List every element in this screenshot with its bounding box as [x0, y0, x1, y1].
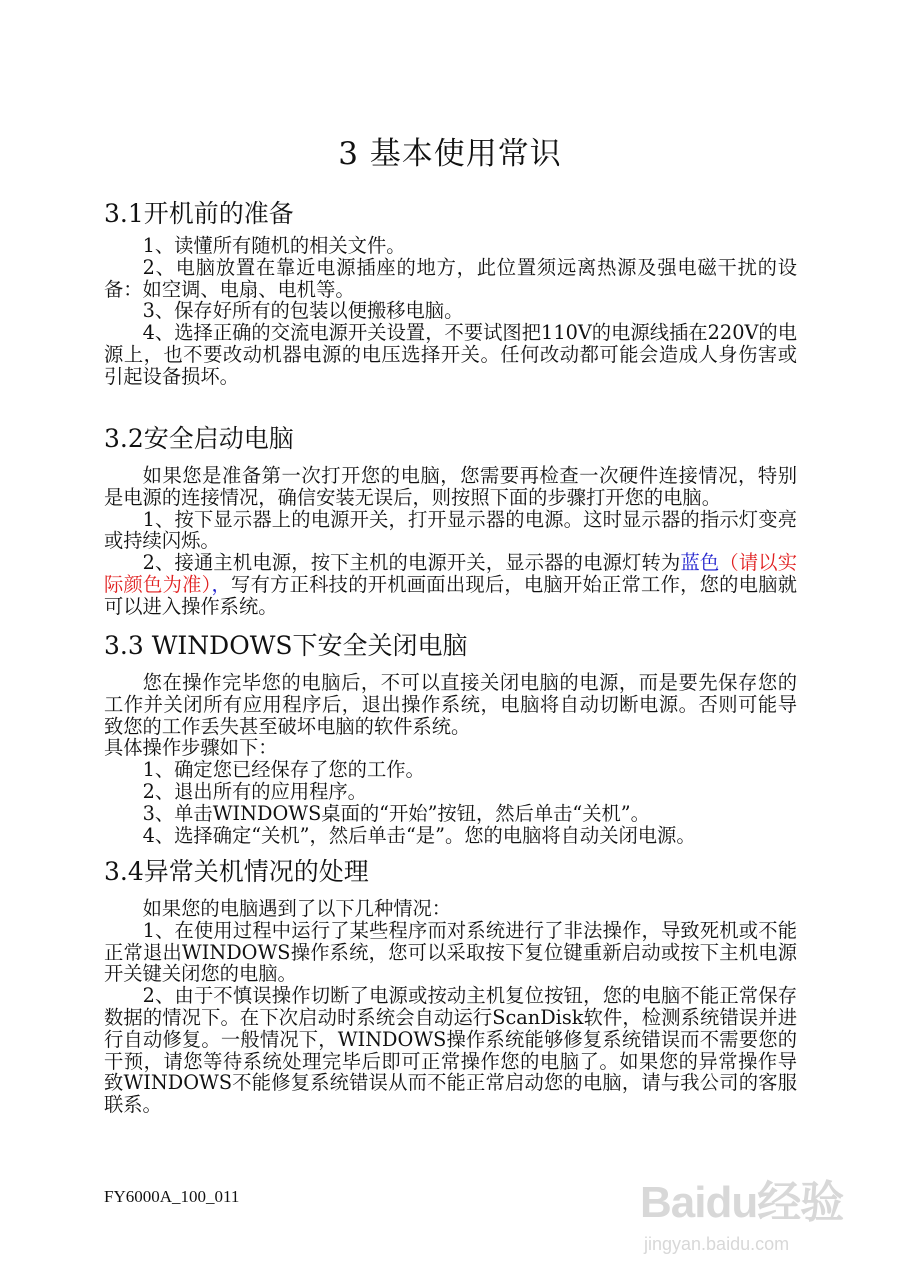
section-3-4-body — [104, 898, 797, 1116]
watermark-url: jingyan.baidu.com — [644, 1234, 790, 1254]
baidu-watermark — [640, 1150, 850, 1270]
paragraph: 2、电脑放置在靠近电源插座的地方，此位置须远离热源及强电磁干扰的设备：如空调、电扇、电机等。 — [104, 255, 797, 301]
paragraph: 您在操作完毕您的电脑后，不可以直接关闭电脑的电源，而是要先保存您的工作并关闭所有应用程序后，退出操作系统，电脑将自动切断电源。否则可能导致您的工作丢失甚至破坏电脑的软件系统。 — [104, 671, 797, 738]
paragraph: 1、读懂所有随机的相关文件。 — [142, 234, 406, 257]
paragraph: 2、退出所有的应用程序。 — [142, 779, 367, 803]
paragraph: 1、确定您已经保存了您的工作。 — [142, 758, 425, 782]
paragraph: 2、由于不慎误操作切断了电源或按动主机复位按钮，您的电脑不能正常保存数据的情况下。在下次启动时系统会自动运行ScanDisk软件，检测系统错误并进行自动修复。一般情况下，WINDOWS操作系统能够修复系统错误而不需要您的干预，请您等待系统处理完毕后即可正常操作您的电脑了。如果您的异常操作导致WINDOWS不能修复系统错误从而不能正常启动您的电脑，请与我公司的客服联系。 — [104, 984, 797, 1117]
note-red: （请以实际颜色为准） — [104, 551, 798, 596]
paragraph: 4、选择确定“关机”，然后单击“是”。您的电脑将自动关闭电源。 — [142, 823, 696, 847]
page-title: 3 基本使用常识 — [338, 136, 562, 172]
document-code: FY6000A_100_011 — [104, 1187, 240, 1206]
section-3-1-body — [104, 235, 797, 388]
paragraph: 3、保存好所有的包装以便搬移电脑。 — [142, 299, 464, 323]
paragraph: 2、接通主机电源，按下主机的电源开关，显示器的电源灯转为蓝色（请以实际颜色为准），写有方正科技的开机画面出现后，电脑开始正常工作，您的电脑就可以进入操作系统。 — [104, 551, 798, 618]
paragraph: 如果您是准备第一次打开您的电脑，您需要再检查一次硬件连接情况，特别是电源的连接情况，确信安装无误后，则按照下面的步骤打开您的电脑。 — [104, 464, 797, 509]
paragraph: 具体操作步骤如下： — [104, 736, 278, 760]
paragraph: 3、单击WINDOWS桌面的“开始”按钮，然后单击“关机”。 — [142, 801, 650, 825]
section-heading-3-2: 3.2安全启动电脑 — [104, 424, 294, 453]
section-heading-3-3: 3.3 WINDOWS下安全关闭电脑 — [104, 631, 468, 660]
highlight-blue: 蓝色 — [680, 551, 720, 575]
paragraph: 1、按下显示器上的电源开关，打开显示器的电源。这时显示器的指示灯变亮或持续闪烁。 — [104, 507, 797, 553]
section-3-3-body — [104, 672, 797, 846]
baidu-logo: Baidu经验 — [640, 1178, 844, 1227]
paragraph: 4、选择正确的交流电源开关设置，不要试图把110V的电源线插在220V的电源上，也不要改动机器电源的电压选择开关。任何改动都可能会造成人身伤害或引起设备损坏。 — [104, 321, 797, 388]
section-heading-3-1: 3.1开机前的准备 — [104, 199, 294, 228]
paragraph: 如果您的电脑遇到了以下几种情况： — [142, 897, 452, 920]
paragraph: 1、在使用过程中运行了某些程序而对系统进行了非法操作，导致死机或不能正常退出WINDOWS操作系统，您可以采取按下复位键重新启动或按下主机电源开关键关闭您的电脑。 — [104, 918, 797, 986]
section-heading-3-4: 3.4异常关机情况的处理 — [104, 857, 369, 886]
section-3-2-body — [104, 465, 797, 618]
